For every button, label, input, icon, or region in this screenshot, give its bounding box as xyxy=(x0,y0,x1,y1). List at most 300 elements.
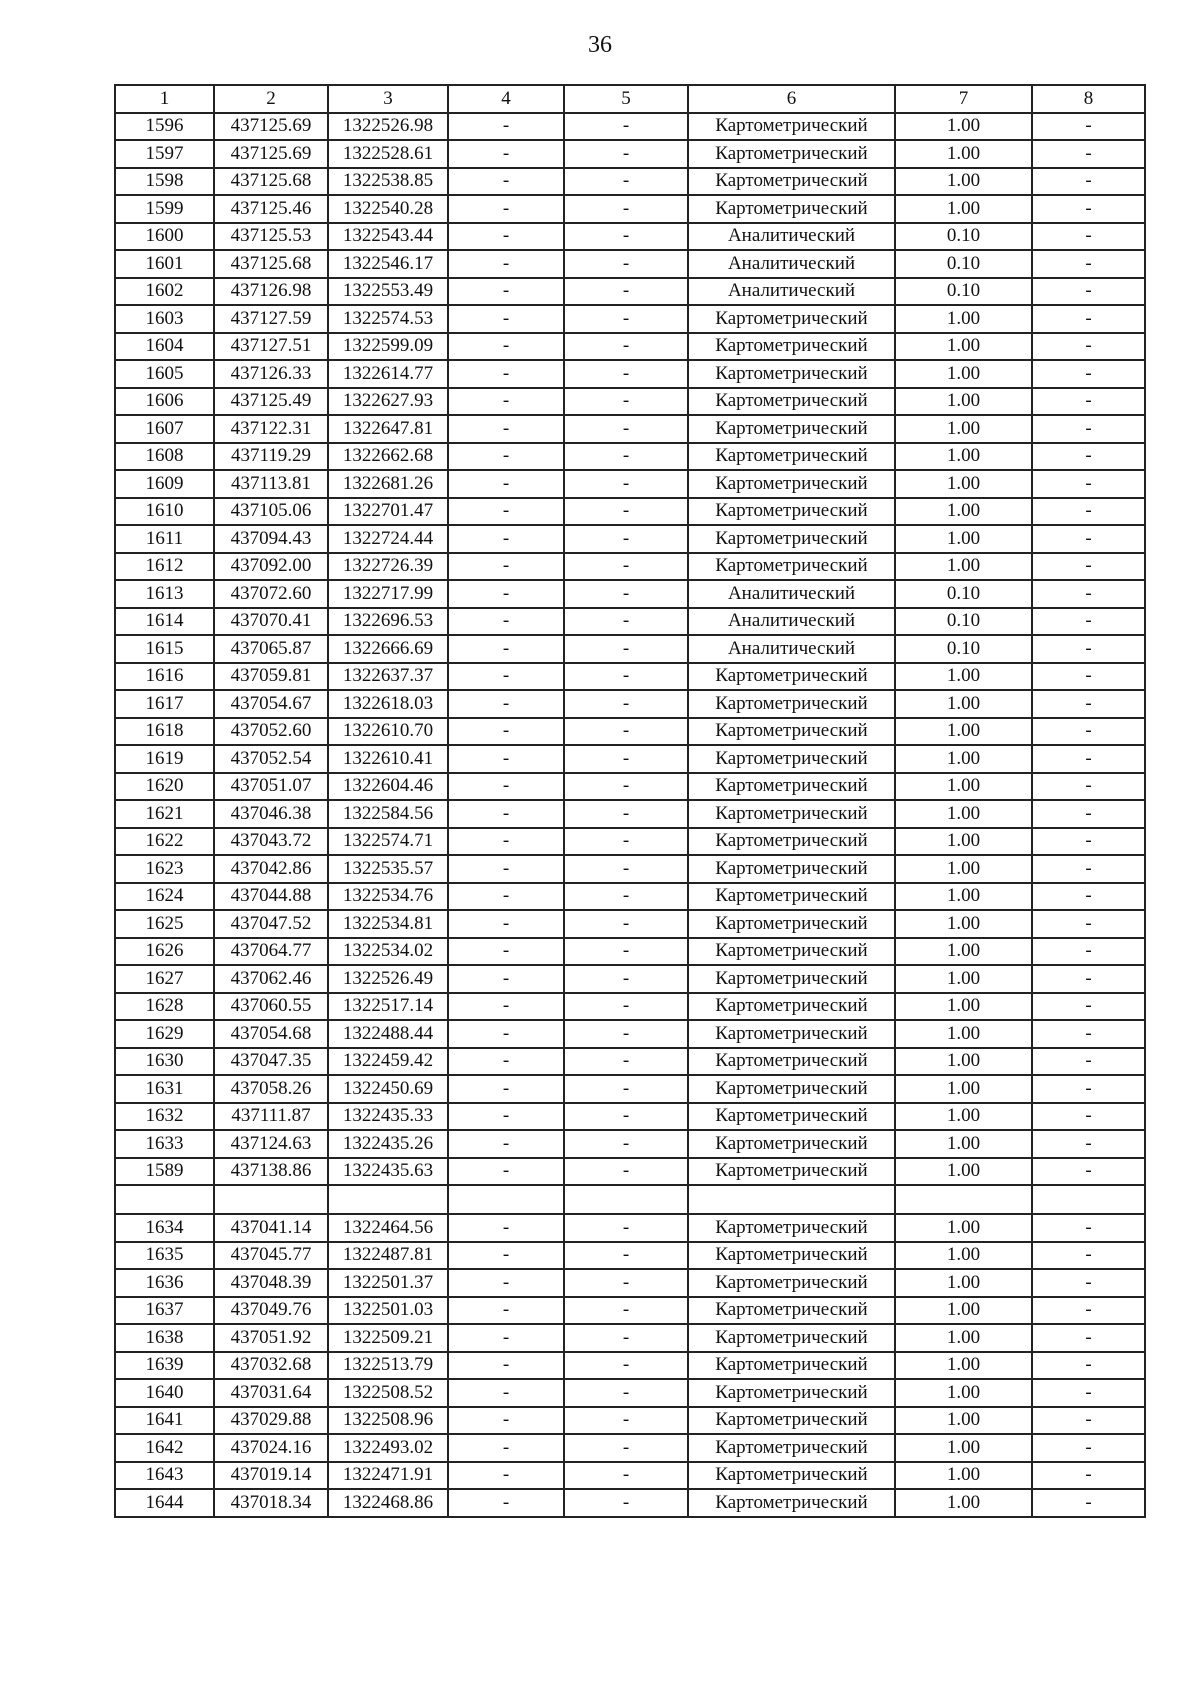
y-coordinate-cell: 1322526.98 xyxy=(328,113,448,141)
column-8-cell: - xyxy=(1032,1214,1145,1242)
column-4-cell: - xyxy=(448,525,564,553)
x-coordinate-cell: 437048.39 xyxy=(214,1269,328,1297)
column-5-cell: - xyxy=(564,690,688,718)
table-row xyxy=(115,525,1145,553)
column-5-cell: - xyxy=(564,1130,688,1158)
accuracy-cell xyxy=(895,1185,1032,1214)
column-8-cell: - xyxy=(1032,828,1145,856)
header-cell: 6 xyxy=(688,85,895,113)
y-coordinate-cell: 1322546.17 xyxy=(328,250,448,278)
y-coordinate-cell: 1322464.56 xyxy=(328,1214,448,1242)
accuracy-cell: 0.10 xyxy=(895,580,1032,608)
table-row xyxy=(115,993,1145,1021)
y-coordinate-cell: 1322726.39 xyxy=(328,553,448,581)
x-coordinate-cell: 437019.14 xyxy=(214,1462,328,1490)
column-8-cell: - xyxy=(1032,1297,1145,1325)
x-coordinate-cell: 437127.51 xyxy=(214,333,328,361)
column-8-cell: - xyxy=(1032,553,1145,581)
accuracy-cell: 1.00 xyxy=(895,443,1032,471)
column-8-cell: - xyxy=(1032,800,1145,828)
column-8-cell: - xyxy=(1032,1103,1145,1131)
point-number-cell: 1606 xyxy=(115,388,214,416)
table-row xyxy=(115,1048,1145,1076)
column-4-cell: - xyxy=(448,1048,564,1076)
point-number-cell: 1643 xyxy=(115,1462,214,1490)
table-row xyxy=(115,1242,1145,1270)
x-coordinate-cell: 437105.06 xyxy=(214,498,328,526)
method-cell: Картометрический xyxy=(688,855,895,883)
y-coordinate-cell: 1322681.26 xyxy=(328,470,448,498)
point-number-cell: 1614 xyxy=(115,608,214,636)
table-row xyxy=(115,1352,1145,1380)
y-coordinate-cell: 1322459.42 xyxy=(328,1048,448,1076)
table-row xyxy=(115,718,1145,746)
accuracy-cell: 1.00 xyxy=(895,1489,1032,1517)
x-coordinate-cell: 437113.81 xyxy=(214,470,328,498)
column-5-cell: - xyxy=(564,415,688,443)
method-cell: Картометрический xyxy=(688,333,895,361)
y-coordinate-cell: 1322528.61 xyxy=(328,140,448,168)
y-coordinate-cell: 1322637.37 xyxy=(328,663,448,691)
column-4-cell: - xyxy=(448,580,564,608)
accuracy-cell: 1.00 xyxy=(895,883,1032,911)
column-5-cell: - xyxy=(564,168,688,196)
y-coordinate-cell: 1322487.81 xyxy=(328,1242,448,1270)
table-row xyxy=(115,415,1145,443)
column-5-cell: - xyxy=(564,663,688,691)
accuracy-cell: 1.00 xyxy=(895,415,1032,443)
column-8-cell: - xyxy=(1032,250,1145,278)
method-cell: Картометрический xyxy=(688,1407,895,1435)
x-coordinate-cell: 437125.68 xyxy=(214,250,328,278)
column-4-cell: - xyxy=(448,305,564,333)
point-number-cell: 1598 xyxy=(115,168,214,196)
x-coordinate-cell: 437126.33 xyxy=(214,360,328,388)
column-8-cell: - xyxy=(1032,1324,1145,1352)
method-cell: Картометрический xyxy=(688,1352,895,1380)
page-number: 36 xyxy=(588,32,612,58)
x-coordinate-cell: 437054.68 xyxy=(214,1020,328,1048)
table-row xyxy=(115,1489,1145,1517)
accuracy-cell: 1.00 xyxy=(895,1297,1032,1325)
column-8-cell: - xyxy=(1032,855,1145,883)
column-8-cell: - xyxy=(1032,388,1145,416)
x-coordinate-cell: 437018.34 xyxy=(214,1489,328,1517)
x-coordinate-cell: 437051.92 xyxy=(214,1324,328,1352)
method-cell: Картометрический xyxy=(688,168,895,196)
column-8-cell: - xyxy=(1032,470,1145,498)
table-row xyxy=(115,553,1145,581)
column-5-cell: - xyxy=(564,883,688,911)
point-number-cell: 1599 xyxy=(115,195,214,223)
x-coordinate-cell: 437126.98 xyxy=(214,278,328,306)
point-number-cell: 1602 xyxy=(115,278,214,306)
column-4-cell: - xyxy=(448,993,564,1021)
point-number-cell: 1626 xyxy=(115,938,214,966)
column-8-cell: - xyxy=(1032,745,1145,773)
column-4-cell: - xyxy=(448,1379,564,1407)
table-row xyxy=(115,388,1145,416)
table-row xyxy=(115,1379,1145,1407)
point-number-cell: 1613 xyxy=(115,580,214,608)
column-5-cell: - xyxy=(564,1048,688,1076)
column-4-cell: - xyxy=(448,773,564,801)
method-cell: Аналитический xyxy=(688,223,895,251)
column-4-cell: - xyxy=(448,855,564,883)
point-number-cell: 1637 xyxy=(115,1297,214,1325)
x-coordinate-cell: 437049.76 xyxy=(214,1297,328,1325)
table-row xyxy=(115,305,1145,333)
method-cell: Аналитический xyxy=(688,278,895,306)
column-8-cell: - xyxy=(1032,168,1145,196)
column-8-cell: - xyxy=(1032,690,1145,718)
method-cell: Картометрический xyxy=(688,195,895,223)
column-5-cell: - xyxy=(564,1434,688,1462)
column-8-cell: - xyxy=(1032,195,1145,223)
x-coordinate-cell: 437051.07 xyxy=(214,773,328,801)
column-4-cell: - xyxy=(448,1075,564,1103)
column-8-cell: - xyxy=(1032,278,1145,306)
column-4-cell: - xyxy=(448,800,564,828)
column-5-cell: - xyxy=(564,1158,688,1186)
accuracy-cell: 1.00 xyxy=(895,1020,1032,1048)
column-4-cell: - xyxy=(448,938,564,966)
x-coordinate-cell: 437125.46 xyxy=(214,195,328,223)
accuracy-cell: 1.00 xyxy=(895,1407,1032,1435)
column-5-cell: - xyxy=(564,828,688,856)
point-number-cell: 1617 xyxy=(115,690,214,718)
table-row xyxy=(115,608,1145,636)
y-coordinate-cell: 1322647.81 xyxy=(328,415,448,443)
column-4-cell: - xyxy=(448,635,564,663)
y-coordinate-cell: 1322435.33 xyxy=(328,1103,448,1131)
table-row xyxy=(115,470,1145,498)
y-coordinate-cell: 1322513.79 xyxy=(328,1352,448,1380)
column-5-cell: - xyxy=(564,745,688,773)
table-row xyxy=(115,1407,1145,1435)
accuracy-cell: 1.00 xyxy=(895,718,1032,746)
column-4-cell: - xyxy=(448,1158,564,1186)
point-number-cell: 1611 xyxy=(115,525,214,553)
accuracy-cell: 0.10 xyxy=(895,608,1032,636)
point-number-cell: 1603 xyxy=(115,305,214,333)
point-number-cell: 1627 xyxy=(115,965,214,993)
accuracy-cell: 1.00 xyxy=(895,195,1032,223)
table-row xyxy=(115,113,1145,141)
method-cell: Картометрический xyxy=(688,800,895,828)
accuracy-cell: 1.00 xyxy=(895,1269,1032,1297)
column-8-cell: - xyxy=(1032,608,1145,636)
method-cell: Картометрический xyxy=(688,498,895,526)
point-number-cell: 1601 xyxy=(115,250,214,278)
column-4-cell: - xyxy=(448,1214,564,1242)
table-row xyxy=(115,1158,1145,1186)
point-number-cell: 1624 xyxy=(115,883,214,911)
table-row xyxy=(115,828,1145,856)
column-4-cell: - xyxy=(448,498,564,526)
column-4-cell: - xyxy=(448,883,564,911)
table-row xyxy=(115,443,1145,471)
column-5-cell: - xyxy=(564,498,688,526)
x-coordinate-cell: 437043.72 xyxy=(214,828,328,856)
column-4-cell: - xyxy=(448,1269,564,1297)
point-number-cell: 1619 xyxy=(115,745,214,773)
column-8-cell: - xyxy=(1032,1048,1145,1076)
accuracy-cell: 1.00 xyxy=(895,168,1032,196)
column-4-cell: - xyxy=(448,140,564,168)
point-number-cell: 1597 xyxy=(115,140,214,168)
column-4-cell: - xyxy=(448,745,564,773)
method-cell: Картометрический xyxy=(688,1297,895,1325)
x-coordinate-cell: 437125.69 xyxy=(214,113,328,141)
header-cell: 1 xyxy=(115,85,214,113)
column-8-cell: - xyxy=(1032,1020,1145,1048)
column-5-cell: - xyxy=(564,195,688,223)
x-coordinate-cell: 437052.54 xyxy=(214,745,328,773)
table-row xyxy=(115,278,1145,306)
point-number-cell: 1642 xyxy=(115,1434,214,1462)
point-number-cell: 1605 xyxy=(115,360,214,388)
column-5-cell: - xyxy=(564,965,688,993)
point-number-cell: 1607 xyxy=(115,415,214,443)
x-coordinate-cell: 437059.81 xyxy=(214,663,328,691)
method-cell: Аналитический xyxy=(688,580,895,608)
accuracy-cell: 0.10 xyxy=(895,223,1032,251)
method-cell: Картометрический xyxy=(688,1020,895,1048)
accuracy-cell: 1.00 xyxy=(895,910,1032,938)
column-4-cell: - xyxy=(448,388,564,416)
accuracy-cell: 1.00 xyxy=(895,938,1032,966)
column-5-cell: - xyxy=(564,800,688,828)
column-8-cell: - xyxy=(1032,965,1145,993)
x-coordinate-cell: 437060.55 xyxy=(214,993,328,1021)
column-4-cell: - xyxy=(448,965,564,993)
y-coordinate-cell xyxy=(328,1185,448,1214)
y-coordinate-cell: 1322488.44 xyxy=(328,1020,448,1048)
y-coordinate-cell: 1322540.28 xyxy=(328,195,448,223)
y-coordinate-cell: 1322696.53 xyxy=(328,608,448,636)
table-body xyxy=(115,113,1145,1517)
accuracy-cell: 1.00 xyxy=(895,305,1032,333)
accuracy-cell: 1.00 xyxy=(895,1352,1032,1380)
table-row xyxy=(115,690,1145,718)
column-8-cell: - xyxy=(1032,1075,1145,1103)
table-row xyxy=(115,498,1145,526)
accuracy-cell: 1.00 xyxy=(895,1379,1032,1407)
point-number-cell: 1639 xyxy=(115,1352,214,1380)
point-number-cell: 1621 xyxy=(115,800,214,828)
accuracy-cell: 1.00 xyxy=(895,690,1032,718)
point-number-cell: 1628 xyxy=(115,993,214,1021)
column-4-cell: - xyxy=(448,278,564,306)
table-row xyxy=(115,938,1145,966)
point-number-cell: 1630 xyxy=(115,1048,214,1076)
accuracy-cell: 1.00 xyxy=(895,498,1032,526)
y-coordinate-cell: 1322435.63 xyxy=(328,1158,448,1186)
table-row xyxy=(115,1434,1145,1462)
method-cell: Картометрический xyxy=(688,553,895,581)
method-cell: Картометрический xyxy=(688,910,895,938)
x-coordinate-cell: 437024.16 xyxy=(214,1434,328,1462)
column-8-cell: - xyxy=(1032,415,1145,443)
method-cell: Картометрический xyxy=(688,828,895,856)
method-cell: Картометрический xyxy=(688,1214,895,1242)
column-4-cell: - xyxy=(448,1324,564,1352)
accuracy-cell: 1.00 xyxy=(895,1242,1032,1270)
point-number-cell xyxy=(115,1185,214,1214)
column-4-cell: - xyxy=(448,1130,564,1158)
accuracy-cell: 1.00 xyxy=(895,1103,1032,1131)
accuracy-cell: 1.00 xyxy=(895,800,1032,828)
point-number-cell: 1635 xyxy=(115,1242,214,1270)
table-row xyxy=(115,168,1145,196)
column-5-cell: - xyxy=(564,1489,688,1517)
accuracy-cell: 1.00 xyxy=(895,828,1032,856)
column-8-cell: - xyxy=(1032,1407,1145,1435)
accuracy-cell: 1.00 xyxy=(895,1214,1032,1242)
x-coordinate-cell: 437054.67 xyxy=(214,690,328,718)
table-row xyxy=(115,1020,1145,1048)
header-cell: 3 xyxy=(328,85,448,113)
point-number-cell: 1632 xyxy=(115,1103,214,1131)
x-coordinate-cell: 437029.88 xyxy=(214,1407,328,1435)
column-8-cell: - xyxy=(1032,333,1145,361)
column-8-cell: - xyxy=(1032,1462,1145,1490)
column-4-cell: - xyxy=(448,663,564,691)
accuracy-cell: 1.00 xyxy=(895,553,1032,581)
column-4-cell: - xyxy=(448,113,564,141)
table-row xyxy=(115,1103,1145,1131)
x-coordinate-cell: 437094.43 xyxy=(214,525,328,553)
column-5-cell: - xyxy=(564,250,688,278)
method-cell: Картометрический xyxy=(688,1103,895,1131)
method-cell: Картометрический xyxy=(688,663,895,691)
column-5-cell: - xyxy=(564,388,688,416)
method-cell: Картометрический xyxy=(688,1462,895,1490)
table-row xyxy=(115,223,1145,251)
x-coordinate-cell: 437046.38 xyxy=(214,800,328,828)
y-coordinate-cell: 1322584.56 xyxy=(328,800,448,828)
point-number-cell: 1610 xyxy=(115,498,214,526)
x-coordinate-cell: 437058.26 xyxy=(214,1075,328,1103)
method-cell: Картометрический xyxy=(688,1434,895,1462)
point-number-cell: 1641 xyxy=(115,1407,214,1435)
accuracy-cell: 0.10 xyxy=(895,635,1032,663)
y-coordinate-cell: 1322717.99 xyxy=(328,580,448,608)
method-cell: Картометрический xyxy=(688,965,895,993)
accuracy-cell: 1.00 xyxy=(895,745,1032,773)
column-5-cell: - xyxy=(564,1379,688,1407)
method-cell: Картометрический xyxy=(688,1269,895,1297)
column-4-cell: - xyxy=(448,608,564,636)
x-coordinate-cell: 437064.77 xyxy=(214,938,328,966)
method-cell: Картометрический xyxy=(688,470,895,498)
y-coordinate-cell: 1322701.47 xyxy=(328,498,448,526)
column-5-cell: - xyxy=(564,140,688,168)
column-5-cell: - xyxy=(564,1214,688,1242)
method-cell: Картометрический xyxy=(688,745,895,773)
column-8-cell: - xyxy=(1032,498,1145,526)
column-8-cell xyxy=(1032,1185,1145,1214)
column-4-cell: - xyxy=(448,1434,564,1462)
column-8-cell: - xyxy=(1032,305,1145,333)
column-8-cell: - xyxy=(1032,113,1145,141)
y-coordinate-cell: 1322553.49 xyxy=(328,278,448,306)
point-number-cell: 1634 xyxy=(115,1214,214,1242)
column-5-cell: - xyxy=(564,470,688,498)
y-coordinate-cell: 1322610.41 xyxy=(328,745,448,773)
column-4-cell: - xyxy=(448,718,564,746)
table-row xyxy=(115,745,1145,773)
x-coordinate-cell: 437127.59 xyxy=(214,305,328,333)
y-coordinate-cell: 1322610.70 xyxy=(328,718,448,746)
method-cell: Картометрический xyxy=(688,883,895,911)
x-coordinate-cell: 437122.31 xyxy=(214,415,328,443)
column-4-cell: - xyxy=(448,1297,564,1325)
y-coordinate-cell: 1322501.03 xyxy=(328,1297,448,1325)
column-8-cell: - xyxy=(1032,910,1145,938)
method-cell: Картометрический xyxy=(688,993,895,1021)
x-coordinate-cell: 437111.87 xyxy=(214,1103,328,1131)
header-row xyxy=(115,85,1145,113)
table-row xyxy=(115,1214,1145,1242)
method-cell: Аналитический xyxy=(688,608,895,636)
method-cell: Картометрический xyxy=(688,305,895,333)
column-8-cell: - xyxy=(1032,1489,1145,1517)
column-4-cell: - xyxy=(448,553,564,581)
x-coordinate-cell: 437047.35 xyxy=(214,1048,328,1076)
x-coordinate-cell: 437124.63 xyxy=(214,1130,328,1158)
method-cell: Картометрический xyxy=(688,1075,895,1103)
y-coordinate-cell: 1322666.69 xyxy=(328,635,448,663)
y-coordinate-cell: 1322574.71 xyxy=(328,828,448,856)
column-5-cell: - xyxy=(564,608,688,636)
accuracy-cell: 1.00 xyxy=(895,1075,1032,1103)
table-row xyxy=(115,250,1145,278)
method-cell: Аналитический xyxy=(688,635,895,663)
column-8-cell: - xyxy=(1032,580,1145,608)
column-8-cell: - xyxy=(1032,883,1145,911)
x-coordinate-cell: 437045.77 xyxy=(214,1242,328,1270)
header-cell: 4 xyxy=(448,85,564,113)
table-row xyxy=(115,1075,1145,1103)
y-coordinate-cell: 1322435.26 xyxy=(328,1130,448,1158)
y-coordinate-cell: 1322604.46 xyxy=(328,773,448,801)
x-coordinate-cell: 437070.41 xyxy=(214,608,328,636)
method-cell: Картометрический xyxy=(688,140,895,168)
point-number-cell: 1636 xyxy=(115,1269,214,1297)
accuracy-cell: 1.00 xyxy=(895,388,1032,416)
y-coordinate-cell: 1322534.81 xyxy=(328,910,448,938)
point-number-cell: 1625 xyxy=(115,910,214,938)
column-5-cell: - xyxy=(564,1462,688,1490)
column-4-cell: - xyxy=(448,910,564,938)
accuracy-cell: 1.00 xyxy=(895,773,1032,801)
accuracy-cell: 1.00 xyxy=(895,525,1032,553)
accuracy-cell: 1.00 xyxy=(895,993,1032,1021)
column-8-cell: - xyxy=(1032,1379,1145,1407)
column-5-cell: - xyxy=(564,1269,688,1297)
table-row xyxy=(115,1297,1145,1325)
method-cell: Картометрический xyxy=(688,1048,895,1076)
accuracy-cell: 1.00 xyxy=(895,1048,1032,1076)
method-cell: Картометрический xyxy=(688,690,895,718)
column-5-cell: - xyxy=(564,910,688,938)
method-cell: Картометрический xyxy=(688,1242,895,1270)
column-8-cell: - xyxy=(1032,718,1145,746)
column-8-cell: - xyxy=(1032,360,1145,388)
method-cell: Картометрический xyxy=(688,360,895,388)
